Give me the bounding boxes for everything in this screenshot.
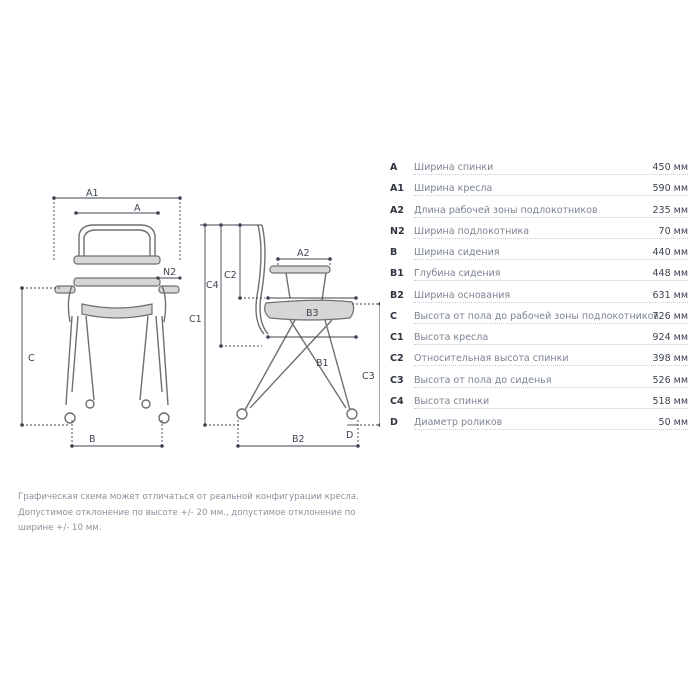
spec-value: 526 мм bbox=[652, 374, 688, 386]
spec-value: 726 мм bbox=[652, 310, 688, 322]
spec-value: 518 мм bbox=[652, 395, 688, 407]
label-c1: C1 bbox=[189, 314, 202, 325]
spec-value: 448 мм bbox=[652, 268, 688, 280]
spec-name: Высота от пола до рабочей зоны подлокотников bbox=[414, 310, 659, 322]
spec-name: Ширина основания bbox=[414, 289, 511, 301]
spec-name: Глубина сидения bbox=[414, 268, 501, 280]
label-a: A bbox=[134, 203, 141, 214]
leader-dots bbox=[414, 302, 688, 303]
leader-dots bbox=[414, 387, 688, 388]
spec-name: Относительная высота спинки bbox=[414, 353, 569, 365]
spec-row bbox=[390, 222, 690, 243]
side-dimensions bbox=[200, 223, 380, 448]
label-b1: B1 bbox=[316, 358, 329, 369]
label-a2: A2 bbox=[297, 248, 310, 259]
spec-row bbox=[390, 158, 690, 179]
spec-code: C bbox=[390, 310, 397, 322]
spec-value: 70 мм bbox=[658, 225, 688, 237]
spec-value: 590 мм bbox=[652, 183, 688, 195]
spec-code: C3 bbox=[390, 374, 404, 386]
spec-code: A1 bbox=[390, 183, 404, 195]
leader-dots bbox=[414, 344, 688, 345]
spec-row bbox=[390, 264, 690, 285]
spec-name: Высота кресла bbox=[414, 332, 489, 343]
disclaimer-note: Графическая схема может отличаться от реальной конфигурации кресла. Допустимое отклонение по высоте +/- 20 мм., допустимое отклонение по ширине +/- 10 мм. bbox=[18, 492, 359, 533]
spec-code: C1 bbox=[390, 332, 404, 343]
spec-value: 398 мм bbox=[652, 353, 688, 365]
label-b2: B2 bbox=[292, 434, 305, 445]
spec-name: Высота спинки bbox=[414, 395, 490, 407]
spec-value: 450 мм bbox=[652, 162, 688, 173]
spec-code: B bbox=[390, 247, 398, 258]
spec-name: Ширина спинки bbox=[414, 162, 494, 173]
spec-row bbox=[390, 328, 690, 349]
label-b3: B3 bbox=[306, 308, 319, 319]
label-a1: A1 bbox=[86, 188, 99, 199]
chair-dimension-diagram bbox=[0, 0, 380, 470]
spec-row bbox=[390, 392, 690, 413]
leader-dots bbox=[414, 365, 688, 366]
spec-code: C2 bbox=[390, 353, 404, 365]
label-c4: C4 bbox=[206, 280, 219, 291]
spec-code: A bbox=[390, 162, 398, 173]
spec-value: 631 мм bbox=[652, 289, 688, 301]
leader-dots bbox=[414, 429, 688, 430]
spec-code: B1 bbox=[390, 268, 404, 280]
spec-row bbox=[390, 243, 690, 264]
spec-code: D bbox=[390, 417, 398, 428]
spec-row bbox=[390, 371, 690, 392]
leader-dots bbox=[414, 259, 688, 260]
label-b: B bbox=[89, 434, 96, 445]
spec-row bbox=[390, 286, 690, 307]
leader-dots bbox=[414, 238, 688, 239]
spec-code: A2 bbox=[390, 204, 404, 216]
spec-name: Длина рабочей зоны подлокотников bbox=[414, 204, 598, 216]
spec-code: N2 bbox=[390, 225, 405, 237]
spec-code: C4 bbox=[390, 395, 404, 407]
leader-dots bbox=[414, 323, 688, 324]
spec-row bbox=[390, 179, 690, 200]
spec-table bbox=[390, 158, 690, 434]
leader-dots bbox=[414, 217, 688, 218]
spec-name: Ширина подлокотника bbox=[414, 225, 530, 237]
label-d: D bbox=[346, 430, 354, 441]
spec-row bbox=[390, 349, 690, 370]
spec-code: B2 bbox=[390, 289, 404, 301]
leader-dots bbox=[414, 195, 688, 196]
chair-front-view bbox=[55, 225, 179, 423]
label-c: C bbox=[28, 353, 35, 364]
spec-value: 440 мм bbox=[652, 247, 688, 258]
spec-row bbox=[390, 413, 690, 434]
spec-value: 924 мм bbox=[652, 332, 688, 343]
label-c2: C2 bbox=[224, 270, 237, 281]
spec-value: 50 мм bbox=[658, 417, 688, 428]
label-c3: C3 bbox=[362, 371, 375, 382]
leader-dots bbox=[414, 174, 688, 175]
leader-dots bbox=[414, 408, 688, 409]
spec-row bbox=[390, 307, 690, 328]
spec-value: 235 мм bbox=[652, 204, 688, 216]
label-n2: N2 bbox=[163, 267, 177, 278]
front-dimensions bbox=[20, 196, 182, 448]
spec-name: Ширина кресла bbox=[414, 183, 493, 195]
spec-row bbox=[390, 201, 690, 222]
spec-name: Ширина сидения bbox=[414, 247, 500, 258]
leader-dots bbox=[414, 280, 688, 281]
spec-name: Высота от пола до сиденья bbox=[414, 374, 552, 386]
spec-name: Диаметр роликов bbox=[414, 417, 503, 428]
